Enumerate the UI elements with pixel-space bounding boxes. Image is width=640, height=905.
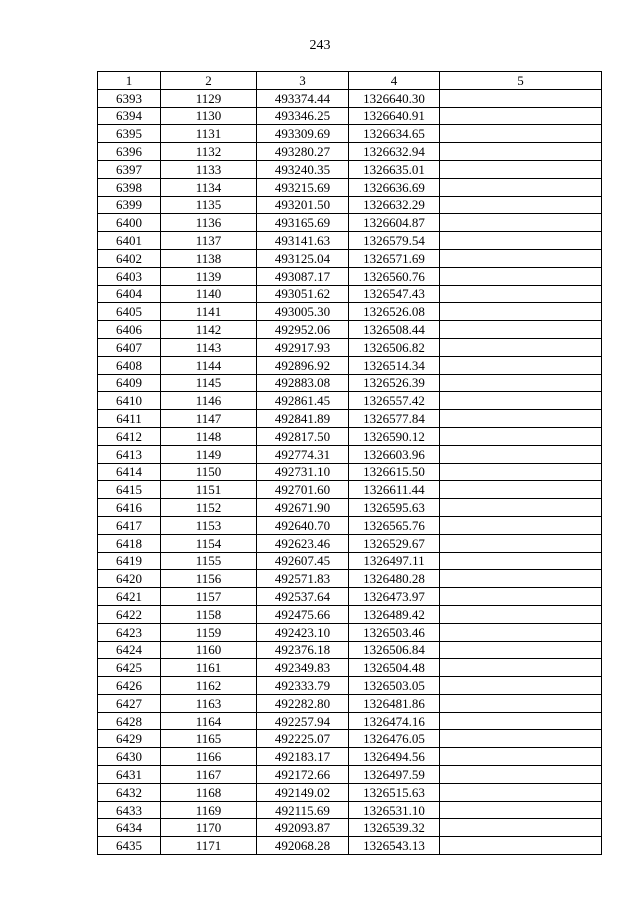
point-number-cell: 6410 <box>98 392 161 410</box>
y-coordinate-cell: 1326636.69 <box>349 178 440 196</box>
column-header-5: 5 <box>440 72 602 90</box>
x-coordinate-cell: 492225.07 <box>257 730 349 748</box>
x-coordinate-cell: 492841.89 <box>257 410 349 428</box>
note-cell <box>440 232 602 250</box>
note-cell <box>440 570 602 588</box>
note-cell <box>440 552 602 570</box>
note-cell <box>440 321 602 339</box>
table-row <box>98 570 602 588</box>
y-coordinate-cell: 1326590.12 <box>349 427 440 445</box>
x-coordinate-cell: 492774.31 <box>257 445 349 463</box>
vertex-number-cell: 1151 <box>161 481 257 499</box>
vertex-number-cell: 1163 <box>161 694 257 712</box>
x-coordinate-cell: 493240.35 <box>257 160 349 178</box>
y-coordinate-cell: 1326595.63 <box>349 499 440 517</box>
note-cell <box>440 534 602 552</box>
x-coordinate-cell: 493280.27 <box>257 143 349 161</box>
x-coordinate-cell: 493141.63 <box>257 232 349 250</box>
note-cell <box>440 267 602 285</box>
table-header <box>98 72 602 90</box>
y-coordinate-cell: 1326543.13 <box>349 837 440 855</box>
y-coordinate-cell: 1326506.82 <box>349 338 440 356</box>
table-row <box>98 160 602 178</box>
x-coordinate-cell: 493346.25 <box>257 107 349 125</box>
y-coordinate-cell: 1326506.84 <box>349 641 440 659</box>
table-row <box>98 516 602 534</box>
y-coordinate-cell: 1326632.94 <box>349 143 440 161</box>
point-number-cell: 6415 <box>98 481 161 499</box>
note-cell <box>440 588 602 606</box>
x-coordinate-cell: 493201.50 <box>257 196 349 214</box>
table-row <box>98 730 602 748</box>
table-row <box>98 267 602 285</box>
vertex-number-cell: 1141 <box>161 303 257 321</box>
point-number-cell: 6407 <box>98 338 161 356</box>
y-coordinate-cell: 1326497.59 <box>349 766 440 784</box>
note-cell <box>440 748 602 766</box>
point-number-cell: 6397 <box>98 160 161 178</box>
point-number-cell: 6432 <box>98 783 161 801</box>
column-header-4: 4 <box>349 72 440 90</box>
note-cell <box>440 659 602 677</box>
vertex-number-cell: 1143 <box>161 338 257 356</box>
point-number-cell: 6435 <box>98 837 161 855</box>
note-cell <box>440 801 602 819</box>
point-number-cell: 6424 <box>98 641 161 659</box>
note-cell <box>440 445 602 463</box>
note-cell <box>440 356 602 374</box>
note-cell <box>440 196 602 214</box>
y-coordinate-cell: 1326565.76 <box>349 516 440 534</box>
point-number-cell: 6430 <box>98 748 161 766</box>
y-coordinate-cell: 1326474.16 <box>349 712 440 730</box>
point-number-cell: 6394 <box>98 107 161 125</box>
point-number-cell: 6393 <box>98 89 161 107</box>
point-number-cell: 6433 <box>98 801 161 819</box>
x-coordinate-cell: 492671.90 <box>257 499 349 517</box>
y-coordinate-cell: 1326615.50 <box>349 463 440 481</box>
point-number-cell: 6420 <box>98 570 161 588</box>
vertex-number-cell: 1171 <box>161 837 257 855</box>
x-coordinate-cell: 492183.17 <box>257 748 349 766</box>
x-coordinate-cell: 492861.45 <box>257 392 349 410</box>
point-number-cell: 6405 <box>98 303 161 321</box>
table-row <box>98 285 602 303</box>
x-coordinate-cell: 492607.45 <box>257 552 349 570</box>
note-cell <box>440 694 602 712</box>
y-coordinate-cell: 1326603.96 <box>349 445 440 463</box>
x-coordinate-cell: 493125.04 <box>257 249 349 267</box>
note-cell <box>440 605 602 623</box>
vertex-number-cell: 1136 <box>161 214 257 232</box>
note-cell <box>440 374 602 392</box>
note-cell <box>440 481 602 499</box>
table-row <box>98 178 602 196</box>
coordinates-table <box>97 71 602 855</box>
table-row <box>98 410 602 428</box>
y-coordinate-cell: 1326634.65 <box>349 125 440 143</box>
vertex-number-cell: 1152 <box>161 499 257 517</box>
vertex-number-cell: 1158 <box>161 605 257 623</box>
table-body <box>98 89 602 854</box>
note-cell <box>440 427 602 445</box>
note-cell <box>440 730 602 748</box>
x-coordinate-cell: 492068.28 <box>257 837 349 855</box>
column-header-1: 1 <box>98 72 161 90</box>
note-cell <box>440 285 602 303</box>
vertex-number-cell: 1162 <box>161 677 257 695</box>
x-coordinate-cell: 493087.17 <box>257 267 349 285</box>
y-coordinate-cell: 1326604.87 <box>349 214 440 232</box>
vertex-number-cell: 1134 <box>161 178 257 196</box>
y-coordinate-cell: 1326571.69 <box>349 249 440 267</box>
y-coordinate-cell: 1326494.56 <box>349 748 440 766</box>
note-cell <box>440 338 602 356</box>
vertex-number-cell: 1135 <box>161 196 257 214</box>
x-coordinate-cell: 493309.69 <box>257 125 349 143</box>
note-cell <box>440 303 602 321</box>
table-row <box>98 819 602 837</box>
vertex-number-cell: 1157 <box>161 588 257 606</box>
note-cell <box>440 178 602 196</box>
y-coordinate-cell: 1326632.29 <box>349 196 440 214</box>
vertex-number-cell: 1129 <box>161 89 257 107</box>
x-coordinate-cell: 492701.60 <box>257 481 349 499</box>
table-row <box>98 356 602 374</box>
y-coordinate-cell: 1326476.05 <box>349 730 440 748</box>
y-coordinate-cell: 1326514.34 <box>349 356 440 374</box>
table-row <box>98 321 602 339</box>
note-cell <box>440 125 602 143</box>
y-coordinate-cell: 1326577.84 <box>349 410 440 428</box>
point-number-cell: 6431 <box>98 766 161 784</box>
table-row <box>98 392 602 410</box>
x-coordinate-cell: 492537.64 <box>257 588 349 606</box>
x-coordinate-cell: 493005.30 <box>257 303 349 321</box>
table-row <box>98 338 602 356</box>
table-row <box>98 427 602 445</box>
vertex-number-cell: 1148 <box>161 427 257 445</box>
table-row <box>98 588 602 606</box>
y-coordinate-cell: 1326504.48 <box>349 659 440 677</box>
x-coordinate-cell: 492883.08 <box>257 374 349 392</box>
x-coordinate-cell: 492149.02 <box>257 783 349 801</box>
note-cell <box>440 463 602 481</box>
y-coordinate-cell: 1326529.67 <box>349 534 440 552</box>
x-coordinate-cell: 492093.87 <box>257 819 349 837</box>
y-coordinate-cell: 1326489.42 <box>349 605 440 623</box>
vertex-number-cell: 1167 <box>161 766 257 784</box>
note-cell <box>440 410 602 428</box>
point-number-cell: 6421 <box>98 588 161 606</box>
x-coordinate-cell: 493374.44 <box>257 89 349 107</box>
x-coordinate-cell: 492115.69 <box>257 801 349 819</box>
point-number-cell: 6403 <box>98 267 161 285</box>
x-coordinate-cell: 492172.66 <box>257 766 349 784</box>
x-coordinate-cell: 492333.79 <box>257 677 349 695</box>
note-cell <box>440 766 602 784</box>
vertex-number-cell: 1161 <box>161 659 257 677</box>
point-number-cell: 6412 <box>98 427 161 445</box>
point-number-cell: 6408 <box>98 356 161 374</box>
note-cell <box>440 677 602 695</box>
point-number-cell: 6419 <box>98 552 161 570</box>
vertex-number-cell: 1166 <box>161 748 257 766</box>
y-coordinate-cell: 1326640.30 <box>349 89 440 107</box>
point-number-cell: 6426 <box>98 677 161 695</box>
note-cell <box>440 160 602 178</box>
table-row <box>98 659 602 677</box>
point-number-cell: 6395 <box>98 125 161 143</box>
x-coordinate-cell: 492917.93 <box>257 338 349 356</box>
table-row <box>98 605 602 623</box>
vertex-number-cell: 1168 <box>161 783 257 801</box>
point-number-cell: 6414 <box>98 463 161 481</box>
point-number-cell: 6409 <box>98 374 161 392</box>
x-coordinate-cell: 492349.83 <box>257 659 349 677</box>
y-coordinate-cell: 1326560.76 <box>349 267 440 285</box>
y-coordinate-cell: 1326473.97 <box>349 588 440 606</box>
table-row <box>98 445 602 463</box>
x-coordinate-cell: 492282.80 <box>257 694 349 712</box>
vertex-number-cell: 1132 <box>161 143 257 161</box>
point-number-cell: 6418 <box>98 534 161 552</box>
y-coordinate-cell: 1326611.44 <box>349 481 440 499</box>
point-number-cell: 6416 <box>98 499 161 517</box>
note-cell <box>440 783 602 801</box>
vertex-number-cell: 1169 <box>161 801 257 819</box>
point-number-cell: 6434 <box>98 819 161 837</box>
note-cell <box>440 819 602 837</box>
y-coordinate-cell: 1326480.28 <box>349 570 440 588</box>
note-cell <box>440 249 602 267</box>
table-row <box>98 641 602 659</box>
y-coordinate-cell: 1326539.32 <box>349 819 440 837</box>
table-row <box>98 214 602 232</box>
y-coordinate-cell: 1326640.91 <box>349 107 440 125</box>
point-number-cell: 6404 <box>98 285 161 303</box>
x-coordinate-cell: 492952.06 <box>257 321 349 339</box>
vertex-number-cell: 1149 <box>161 445 257 463</box>
note-cell <box>440 107 602 125</box>
vertex-number-cell: 1130 <box>161 107 257 125</box>
table-row <box>98 748 602 766</box>
point-number-cell: 6429 <box>98 730 161 748</box>
y-coordinate-cell: 1326497.11 <box>349 552 440 570</box>
table-row <box>98 766 602 784</box>
x-coordinate-cell: 492731.10 <box>257 463 349 481</box>
point-number-cell: 6402 <box>98 249 161 267</box>
table-row <box>98 677 602 695</box>
column-header-3: 3 <box>257 72 349 90</box>
x-coordinate-cell: 492376.18 <box>257 641 349 659</box>
vertex-number-cell: 1138 <box>161 249 257 267</box>
table-row <box>98 232 602 250</box>
y-coordinate-cell: 1326579.54 <box>349 232 440 250</box>
vertex-number-cell: 1170 <box>161 819 257 837</box>
x-coordinate-cell: 492817.50 <box>257 427 349 445</box>
table-row <box>98 534 602 552</box>
point-number-cell: 6396 <box>98 143 161 161</box>
x-coordinate-cell: 492257.94 <box>257 712 349 730</box>
vertex-number-cell: 1131 <box>161 125 257 143</box>
x-coordinate-cell: 492475.66 <box>257 605 349 623</box>
note-cell <box>440 641 602 659</box>
x-coordinate-cell: 492640.70 <box>257 516 349 534</box>
vertex-number-cell: 1146 <box>161 392 257 410</box>
y-coordinate-cell: 1326508.44 <box>349 321 440 339</box>
table-row <box>98 143 602 161</box>
vertex-number-cell: 1159 <box>161 623 257 641</box>
point-number-cell: 6427 <box>98 694 161 712</box>
table-row <box>98 125 602 143</box>
y-coordinate-cell: 1326481.86 <box>349 694 440 712</box>
y-coordinate-cell: 1326547.43 <box>349 285 440 303</box>
y-coordinate-cell: 1326531.10 <box>349 801 440 819</box>
vertex-number-cell: 1142 <box>161 321 257 339</box>
table-row <box>98 499 602 517</box>
x-coordinate-cell: 492423.10 <box>257 623 349 641</box>
point-number-cell: 6425 <box>98 659 161 677</box>
vertex-number-cell: 1140 <box>161 285 257 303</box>
note-cell <box>440 837 602 855</box>
vertex-number-cell: 1155 <box>161 552 257 570</box>
table-row <box>98 107 602 125</box>
y-coordinate-cell: 1326526.08 <box>349 303 440 321</box>
point-number-cell: 6406 <box>98 321 161 339</box>
vertex-number-cell: 1133 <box>161 160 257 178</box>
note-cell <box>440 143 602 161</box>
point-number-cell: 6417 <box>98 516 161 534</box>
note-cell <box>440 623 602 641</box>
y-coordinate-cell: 1326503.46 <box>349 623 440 641</box>
note-cell <box>440 516 602 534</box>
vertex-number-cell: 1144 <box>161 356 257 374</box>
table-row <box>98 481 602 499</box>
note-cell <box>440 712 602 730</box>
table-row <box>98 249 602 267</box>
table-row <box>98 801 602 819</box>
point-number-cell: 6413 <box>98 445 161 463</box>
x-coordinate-cell: 492571.83 <box>257 570 349 588</box>
note-cell <box>440 392 602 410</box>
vertex-number-cell: 1147 <box>161 410 257 428</box>
point-number-cell: 6422 <box>98 605 161 623</box>
x-coordinate-cell: 493215.69 <box>257 178 349 196</box>
table-row <box>98 303 602 321</box>
table-row <box>98 89 602 107</box>
vertex-number-cell: 1160 <box>161 641 257 659</box>
y-coordinate-cell: 1326557.42 <box>349 392 440 410</box>
table-row <box>98 623 602 641</box>
page-number: 243 <box>309 38 331 53</box>
vertex-number-cell: 1153 <box>161 516 257 534</box>
y-coordinate-cell: 1326635.01 <box>349 160 440 178</box>
table-row <box>98 837 602 855</box>
vertex-number-cell: 1164 <box>161 712 257 730</box>
vertex-number-cell: 1156 <box>161 570 257 588</box>
point-number-cell: 6401 <box>98 232 161 250</box>
vertex-number-cell: 1139 <box>161 267 257 285</box>
y-coordinate-cell: 1326515.63 <box>349 783 440 801</box>
vertex-number-cell: 1150 <box>161 463 257 481</box>
x-coordinate-cell: 492896.92 <box>257 356 349 374</box>
y-coordinate-cell: 1326503.05 <box>349 677 440 695</box>
column-header-2: 2 <box>161 72 257 90</box>
point-number-cell: 6398 <box>98 178 161 196</box>
y-coordinate-cell: 1326526.39 <box>349 374 440 392</box>
point-number-cell: 6428 <box>98 712 161 730</box>
table-row <box>98 463 602 481</box>
vertex-number-cell: 1137 <box>161 232 257 250</box>
header-row <box>98 72 602 90</box>
table-row <box>98 196 602 214</box>
table-row <box>98 552 602 570</box>
vertex-number-cell: 1165 <box>161 730 257 748</box>
point-number-cell: 6399 <box>98 196 161 214</box>
point-number-cell: 6423 <box>98 623 161 641</box>
table-row <box>98 694 602 712</box>
table-row <box>98 712 602 730</box>
note-cell <box>440 214 602 232</box>
x-coordinate-cell: 493051.62 <box>257 285 349 303</box>
x-coordinate-cell: 492623.46 <box>257 534 349 552</box>
point-number-cell: 6400 <box>98 214 161 232</box>
vertex-number-cell: 1145 <box>161 374 257 392</box>
note-cell <box>440 499 602 517</box>
note-cell <box>440 89 602 107</box>
point-number-cell: 6411 <box>98 410 161 428</box>
vertex-number-cell: 1154 <box>161 534 257 552</box>
table-row <box>98 783 602 801</box>
x-coordinate-cell: 493165.69 <box>257 214 349 232</box>
table-row <box>98 374 602 392</box>
